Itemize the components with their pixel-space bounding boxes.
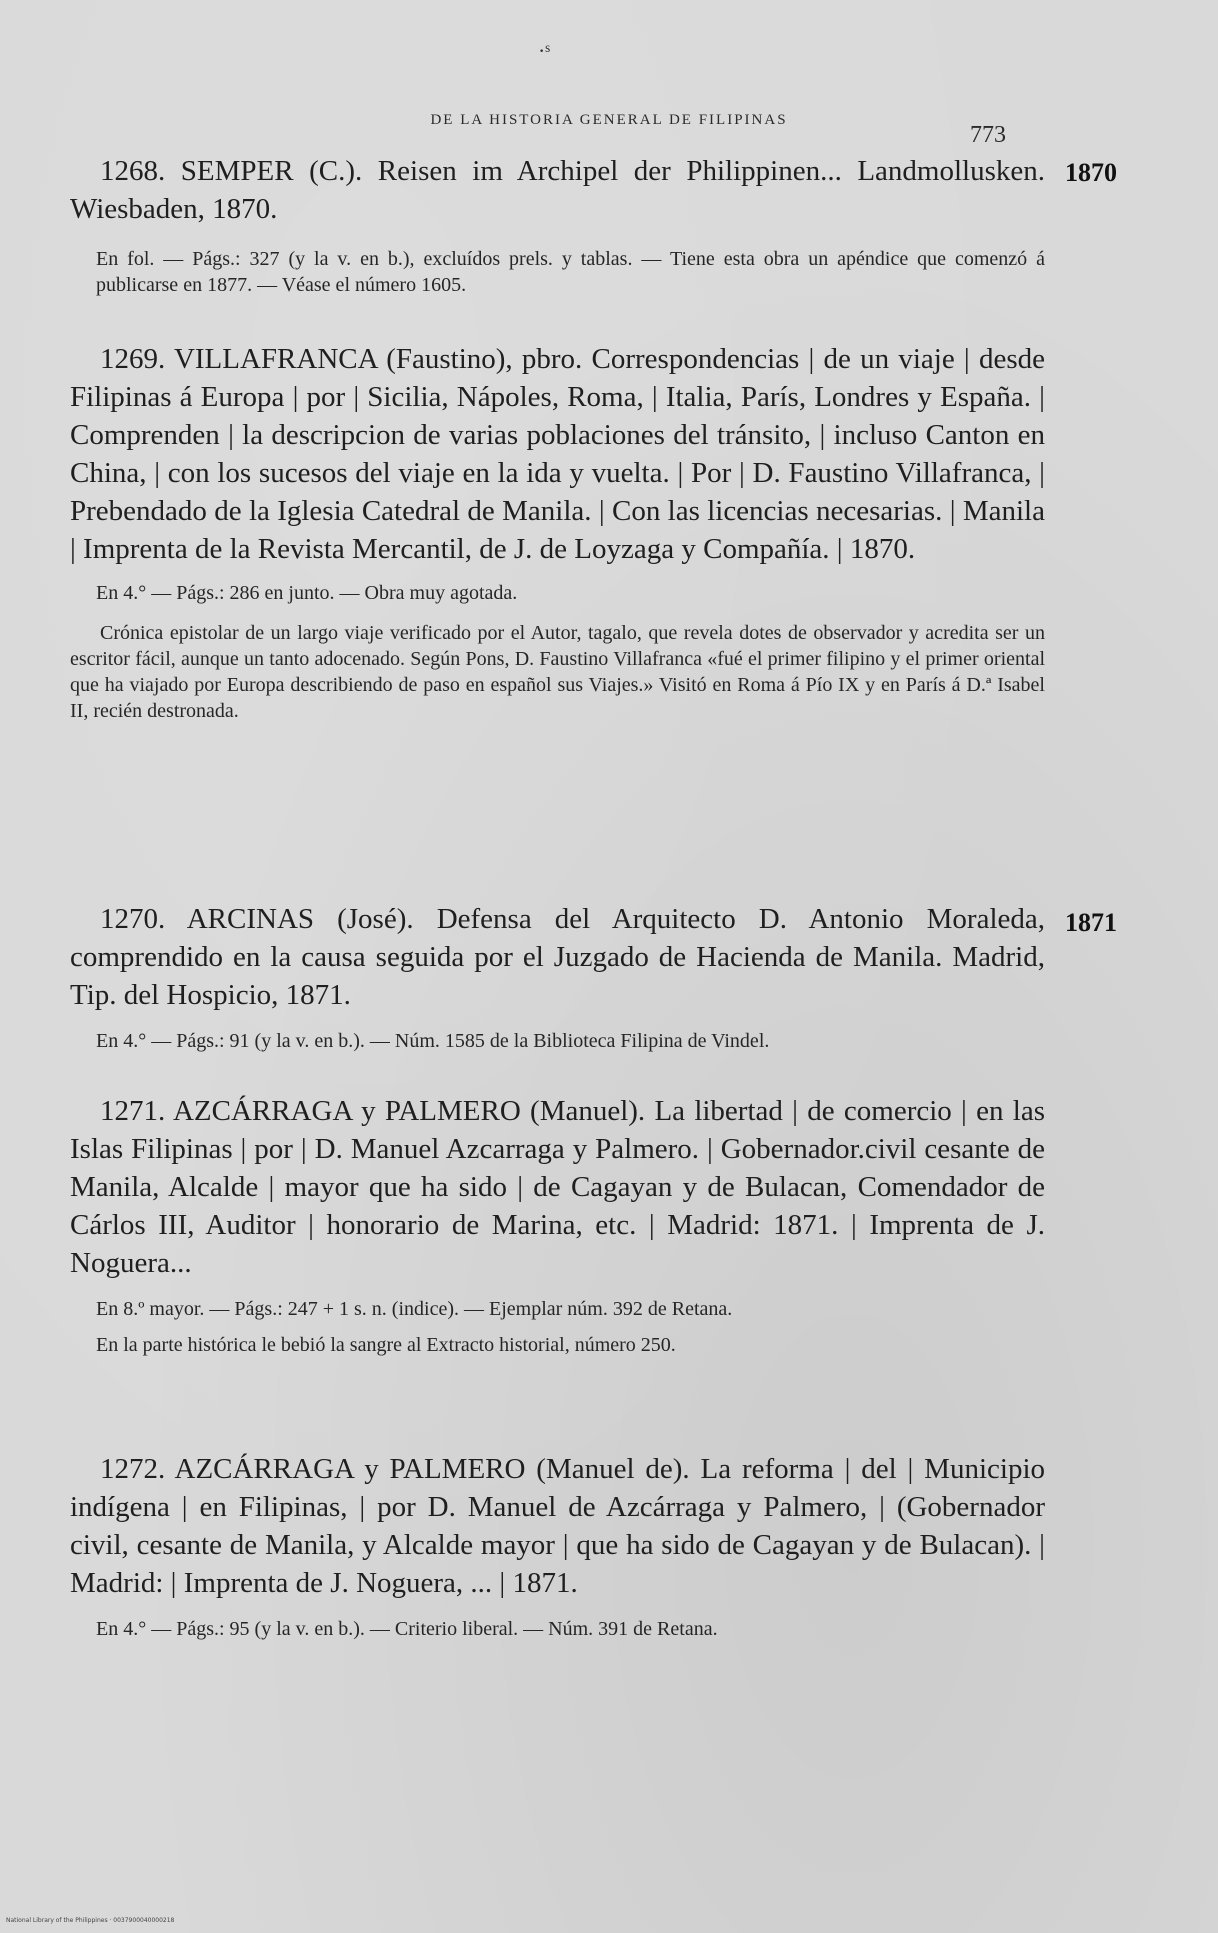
entry-note: En la parte histórica le bebió la sangre al Extracto historial, número 250. <box>96 1334 676 1356</box>
entry-text: ARCINAS (José). Defensa del Arquitecto D. Antonio Moraleda, comprendido en la causa seguida por el Juzgado de Hacienda de Manila. Madrid, Tip. del Hospicio, 1871. <box>70 903 1045 1011</box>
entry-text: VILLAFRANCA (Faustino), pbro. Correspondencias | de un viaje | desde Filipinas á Europa | por | Sicilia, Nápoles, Roma, | Italia, París, Londres y España. | Comprenden | la descripcion de varias poblaciones del tránsito, | incluso Canton en China, | con los sucesos del viaje en la ida y vuelta. | Por | D. Faustino Villafranca, | Prebendado de la Iglesia Catedral de Manila. | Con las licencias necesarias. | Manila | Imprenta de la Revista Mercantil, de J. de Loyzaga y Compañía. | 1870. <box>70 343 1045 565</box>
page-speck: ·ˢ <box>538 38 550 63</box>
entry-text: SEMPER (C.). Reisen im Archipel der Philippinen... Landmollusken. Wiesbaden, 1870. <box>70 155 1046 225</box>
entry-note: En 8.º mayor. — Págs.: 247 + 1 s. n. (indice). — Ejemplar núm. 392 de Retana. <box>96 1298 733 1320</box>
entry-title <box>70 900 1045 1014</box>
entry-note: En fol. — Págs.: 327 (y la v. en b.), excluídos prels. y tablas. — Tiene esta obra un apéndice que comenzó á publicarse en 1877. — Véase el número 1605. <box>96 248 1045 296</box>
entry-title <box>70 1450 1045 1602</box>
entry-description: Crónica epistolar de un largo viaje verificado por el Autor, tagalo, que revela dotes de observador y acredita ser un escritor fácil, aunque un tanto adocenado. Según Pons, D. Faustino Villafranca «fué el primer filipino y el primer oriental que ha viajado por Europa describiendo de paso en español sus Viajes.» Visitó en Roma á Pío IX y en París á D.ª Isabel II, recién destronada. <box>70 622 1045 722</box>
entry-text: AZCÁRRAGA y PALMERO (Manuel). La libertad | de comercio | en las Islas Filipinas | por | D. Manuel Azcarraga y Palmero. | Gobernador.civil cesante de Manila, Alcalde | mayor que ha sido | de Cagayan y de Bulacan, Comendador de Cárlos III, Auditor | honorario de Marina, etc. | Madrid: 1871. | Imprenta de J. Noguera... <box>70 1095 1046 1279</box>
entry-1270 <box>70 900 1045 1054</box>
entry-title <box>70 152 1045 228</box>
entry-1269 <box>70 340 1045 724</box>
entry-number: 1268. <box>100 155 166 187</box>
entry-number: 1270. <box>100 903 166 935</box>
entry-note: En 4.° — Págs.: 91 (y la v. en b.). — Núm. 1585 de la Biblioteca Filipina de Vindel. <box>96 1030 770 1052</box>
entry-1271 <box>70 1092 1045 1358</box>
entry-number: 1269. <box>100 343 166 375</box>
entry-note: En 4.° — Págs.: 286 en junto. — Obra muy agotada. <box>96 582 518 604</box>
entry-title <box>70 340 1045 568</box>
year-marker-1870: 1870 <box>1065 158 1117 187</box>
entry-title <box>70 1092 1045 1282</box>
entry-text: AZCÁRRAGA y PALMERO (Manuel de). La reforma | del | Municipio indígena | en Filipinas, | por D. Manuel de Azcárraga y Palmero, | (Gobernador civil, cesante de Manila, y Alcalde mayor | que ha sido de Cagayan y de Bulacan). | Madrid: | Imprenta de J. Noguera, ... | 1871. <box>70 1453 1045 1599</box>
year-marker-1871: 1871 <box>1065 908 1117 937</box>
entry-number: 1272. <box>100 1453 166 1485</box>
entry-number: 1271. <box>100 1095 166 1127</box>
entry-1268 <box>70 152 1045 298</box>
scan-credit: National Library of the Philippines · 0037900040000218 <box>6 1917 175 1924</box>
running-header: DE LA HISTORIA GENERAL DE FILIPINAS <box>430 112 788 128</box>
entry-1272 <box>70 1450 1045 1642</box>
page-number: 773 <box>970 122 1006 148</box>
entry-note: En 4.° — Págs.: 95 (y la v. en b.). — Criterio liberal. — Núm. 391 de Retana. <box>96 1618 718 1640</box>
